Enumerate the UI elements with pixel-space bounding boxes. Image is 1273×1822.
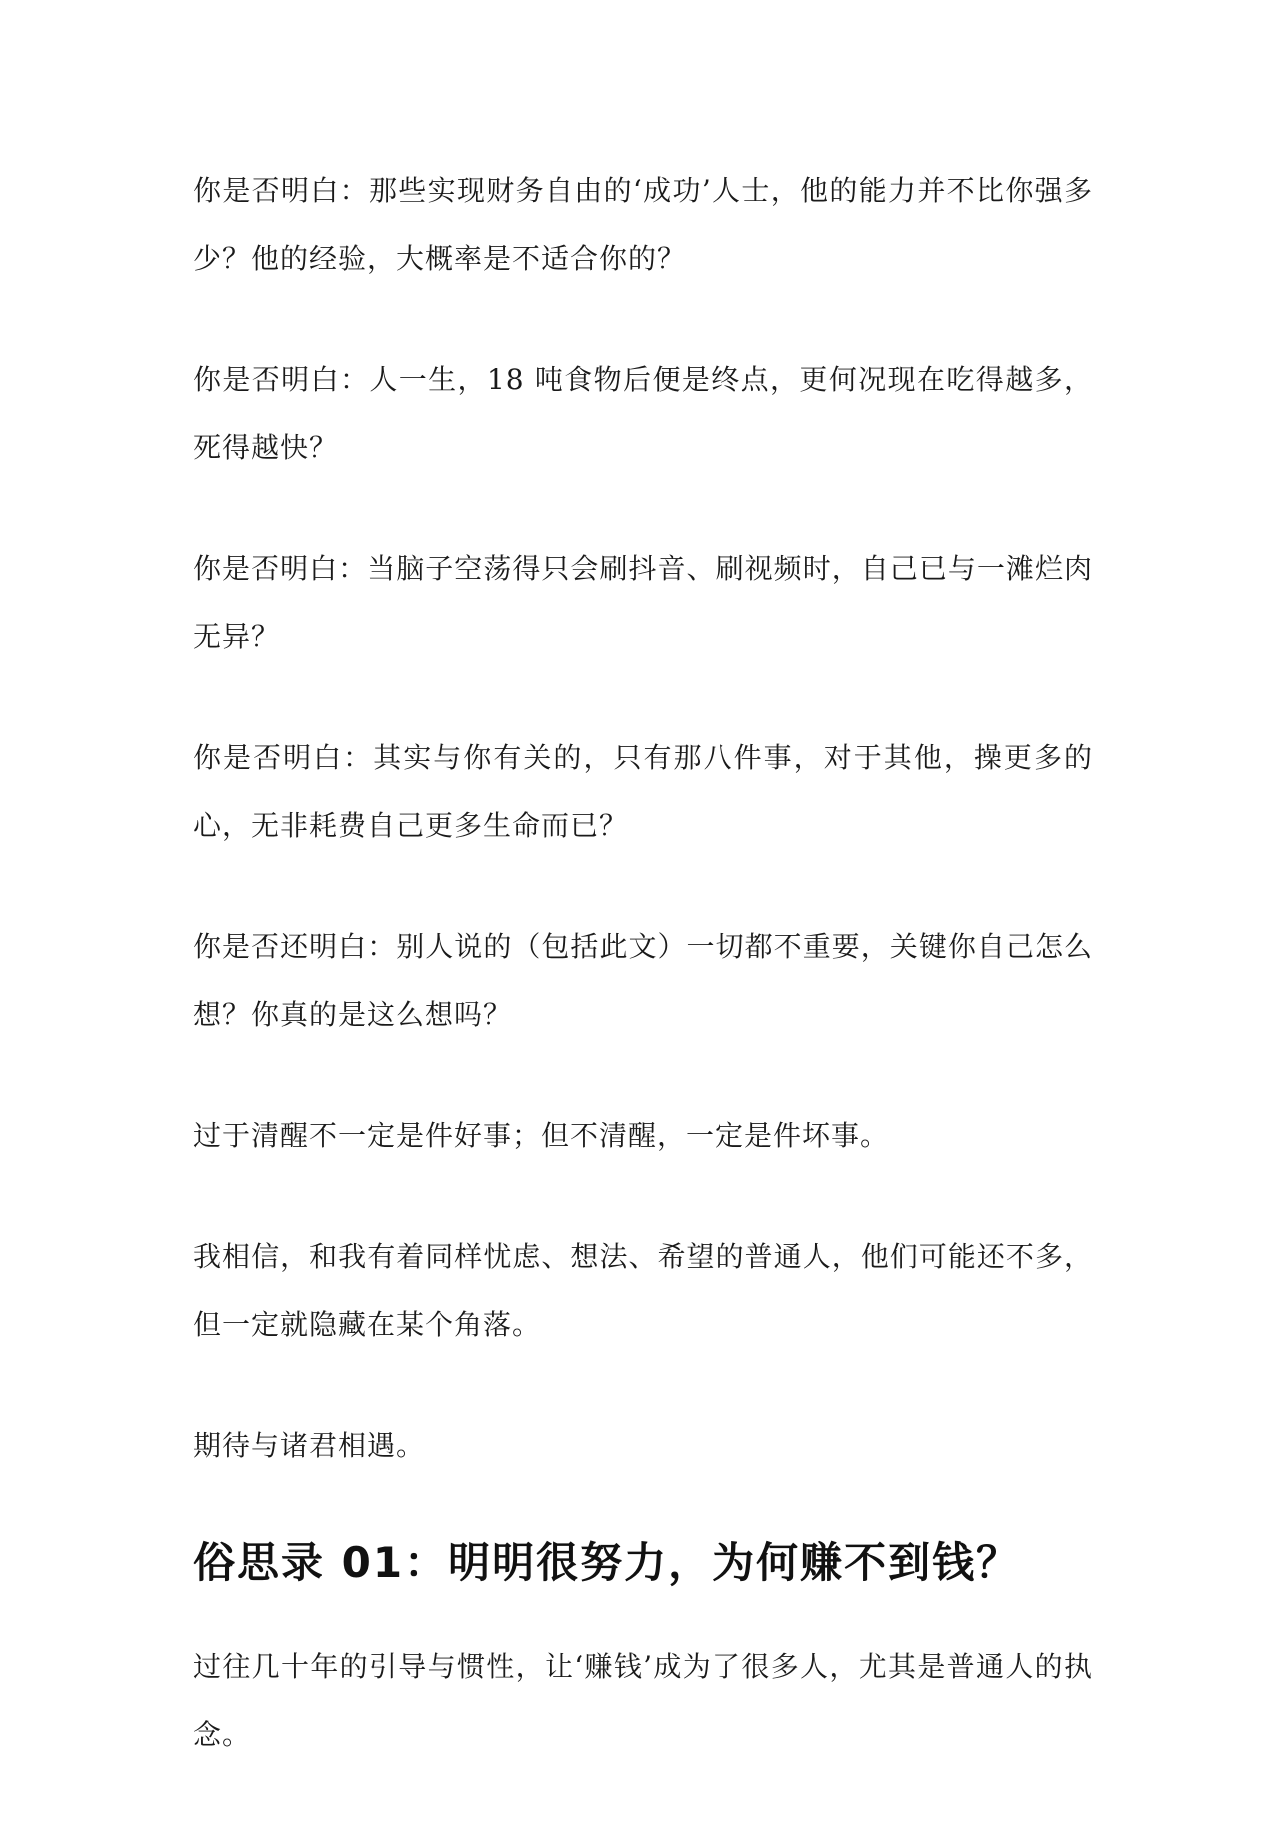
paragraph-meet: 期待与诸君相遇。 (193, 1429, 426, 1462)
paragraph-own-thinking: 你是否还明白：别人说的（包括此文）一切都不重要，关键你自己怎么想？你真的是这么想吗？ (193, 930, 1093, 1031)
paragraph-eight-things: 你是否明白：其实与你有关的，只有那八件事，对于其他，操更多的心，无非耗费自己更多生命而已？ (193, 741, 1093, 842)
paragraph-success-people: 你是否明白：那些实现财务自由的‘成功’人士，他的能力并不比你强多少？他的经验，大概率是不适合你的？ (193, 174, 1093, 275)
document-body (193, 157, 1093, 1822)
paragraph-short-video: 你是否明白：当脑子空荡得只会刷抖音、刷视频时，自己已与一滩烂肉无异？ (193, 552, 1093, 653)
paragraph-making-money: 过往几十年的引导与惯性，让‘赚钱’成为了很多人，尤其是普通人的执念。 (193, 1650, 1093, 1751)
paragraph-ordinary-people: 我相信，和我有着同样忧虑、想法、希望的普通人，他们可能还不多，但一定就隐藏在某个角落。 (193, 1240, 1093, 1341)
section-heading: 俗思录 01：明明很努力，为何赚不到钱？ (193, 1538, 1021, 1587)
paragraph-sober: 过于清醒不一定是件好事；但不清醒，一定是件坏事。 (193, 1119, 890, 1152)
paragraph-food-limit: 你是否明白：人一生，18 吨食物后便是终点，更何况现在吃得越多，死得越快？ (193, 363, 1093, 464)
